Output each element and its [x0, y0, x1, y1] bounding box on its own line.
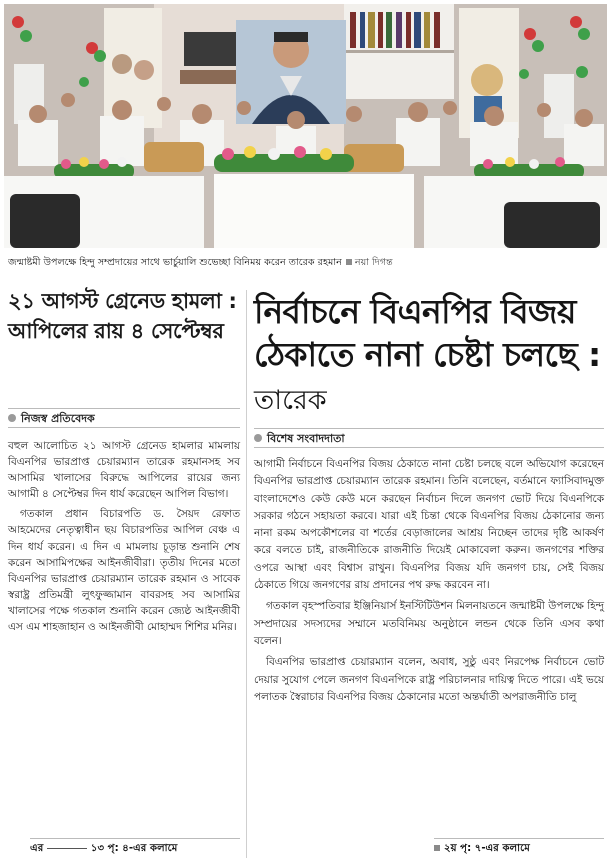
jump-rule — [47, 848, 87, 849]
right-article-byline — [254, 428, 604, 448]
left-paragraph: গতকাল প্রধান বিচারপতি ড. সৈয়দ রেফাত আহমেদের নেতৃত্বাধীন ছয় বিচারপতির আপিল বেঞ্চ এ দিন ধার্য করেন। এ দিন এ মামলায় চূড়ান্ত শুনানি শেষ করেন আসামিপক্ষের আইনজীবীরা। তৃতীয় দিনের মতো বিএনপির ভারপ্রাপ্ত চেয়ারম্যান তারেক রহমান ও সাবেক স্বরাষ্ট্র প্রতিমন্ত্রী লুৎফুজ্জামান বাবরসহ সব আসামির খালাসের পক্ষে গতকাল শুনানি করেন জ্যেষ্ঠ আইনজীবী এস এম শাহজাহান ও আইনজীবী মোহাম্মদ শিশির মনির। — [8, 508, 240, 634]
right-article-body — [254, 456, 604, 710]
left-article-continuation — [30, 838, 240, 858]
byline-dot-icon — [8, 414, 16, 422]
left-byline-text: নিজস্ব প্রতিবেদক — [21, 412, 95, 425]
photo-caption-text: জন্মাষ্টমী উপলক্ষে হিন্দু সম্প্রদায়ের সাথে ভার্চুয়ালি শুভেচ্ছা বিনিময় করেন তারেক রহমান — [8, 257, 342, 268]
left-paragraph: বহুল আলোচিত ২১ আগস্ট গ্রেনেড হামলার মামলায় বিএনপির ভারপ্রাপ্ত চেয়ারম্যান তারেক রহমানসহ সব আসামির খালাসের বিরুদ্ধে আপিলের রায়ের জন্য আগামী ৪ সেপ্টেম্বর দিন ধার্য করেছেন আপিল বিভাগ। — [8, 440, 240, 501]
right-headline-tail: তারেক — [254, 385, 327, 416]
right-article-continuation — [434, 838, 604, 858]
column-divider — [246, 290, 247, 858]
right-paragraph: বিএনপির ভারপ্রাপ্ত চেয়ারম্যান বলেন, অবাধ, সুষ্ঠু এবং নিরপেক্ষ নির্বাচনে ভোট দেয়ার সুযোগ পেলে জনগণ বিএনপিকে রাষ্ট্র পরিচালনার দায়িত্ব দিতে পারে। এই ভয়ে পলাতক স্বৈরাচার বিএনপির বিজয় ঠেকানোর মতো অন্তর্ঘাতী অপরাজনীতি চালু — [254, 656, 604, 703]
photo-credit: নয়া দিগন্ত — [354, 257, 393, 268]
photo-caption — [8, 254, 608, 272]
right-paragraph: আগামী নির্বাচনে বিএনপির বিজয় ঠেকাতে নানা চেষ্টা চলছে বলে অভিযোগ করেছেন বিএনপির ভারপ্রাপ্ত চেয়ারম্যান তারেক রহমান। তিনি বলেছেন, বর্তমানে ফ্যাসিবাদমুক্ত বাংলাদেশেও কেউ কেউ মনে করছেন নির্বাচন দিলে জনগণ ভোট দিয়ে বিএনপিকে সরকার গঠনে সহায়তা করবে। যারা এই চিন্তা থেকে বিএনপির বিজয় ঠেকানোর জন্য নানা রকম অপকৌশলের বা শর্তের বেড়াজালের আশ্রয় নিচ্ছেন তাদের দৃষ্টি আকর্ষণ করে বলতে চাই, রাজনীতিকে রাজনীতি দিয়েই মোকাবেলা করুন। জনগণের শক্তির ওপরে আস্থা এবং বিশ্বাস রাখুন। বিএনপির বিজয় যদি জনগণ চায়, সেই বিজয় ঠেকাতে গিয়ে জনগণের রায় প্রদানের পথ রুদ্ধ করবেন না। — [254, 458, 604, 592]
right-headline-main: নির্বাচনে বিএনপির বিজয় ঠেকাতে নানা চেষ্টা চলছে : — [254, 292, 601, 374]
byline-dot-icon — [254, 434, 262, 442]
right-jump-page: ২য় পৃ: ৭-এর কলামে — [444, 843, 530, 854]
right-article-headline — [254, 290, 604, 422]
news-photo — [4, 4, 607, 248]
left-article-body — [8, 438, 240, 639]
event-photo-illustration — [4, 4, 607, 248]
jump-square-icon — [434, 845, 440, 851]
right-paragraph: গতকাল বৃহস্পতিবার ইঞ্জিনিয়ার্স ইনস্টিটিউশন মিলনায়তনে জন্মাষ্টমী উপলক্ষে হিন্দু সম্প্রদায়ের সদস্যদের সম্মানে মতবিনিময় অনুষ্ঠানে লন্ডন থেকে তিনি এসব কথা বলেন। — [254, 600, 604, 647]
caption-square-icon — [346, 259, 352, 265]
right-byline-text: বিশেষ সংবাদদাতা — [267, 432, 345, 445]
left-jump-page: ১৩ পৃ: ৪-এর কলামে — [90, 843, 178, 854]
left-jump-prefix: এর — [30, 843, 44, 854]
left-article-byline — [8, 408, 240, 428]
left-article-headline: ২১ আগস্ট গ্রেনেড হামলা : আপিলের রায় ৪ সেপ্টেম্বর — [8, 289, 237, 343]
